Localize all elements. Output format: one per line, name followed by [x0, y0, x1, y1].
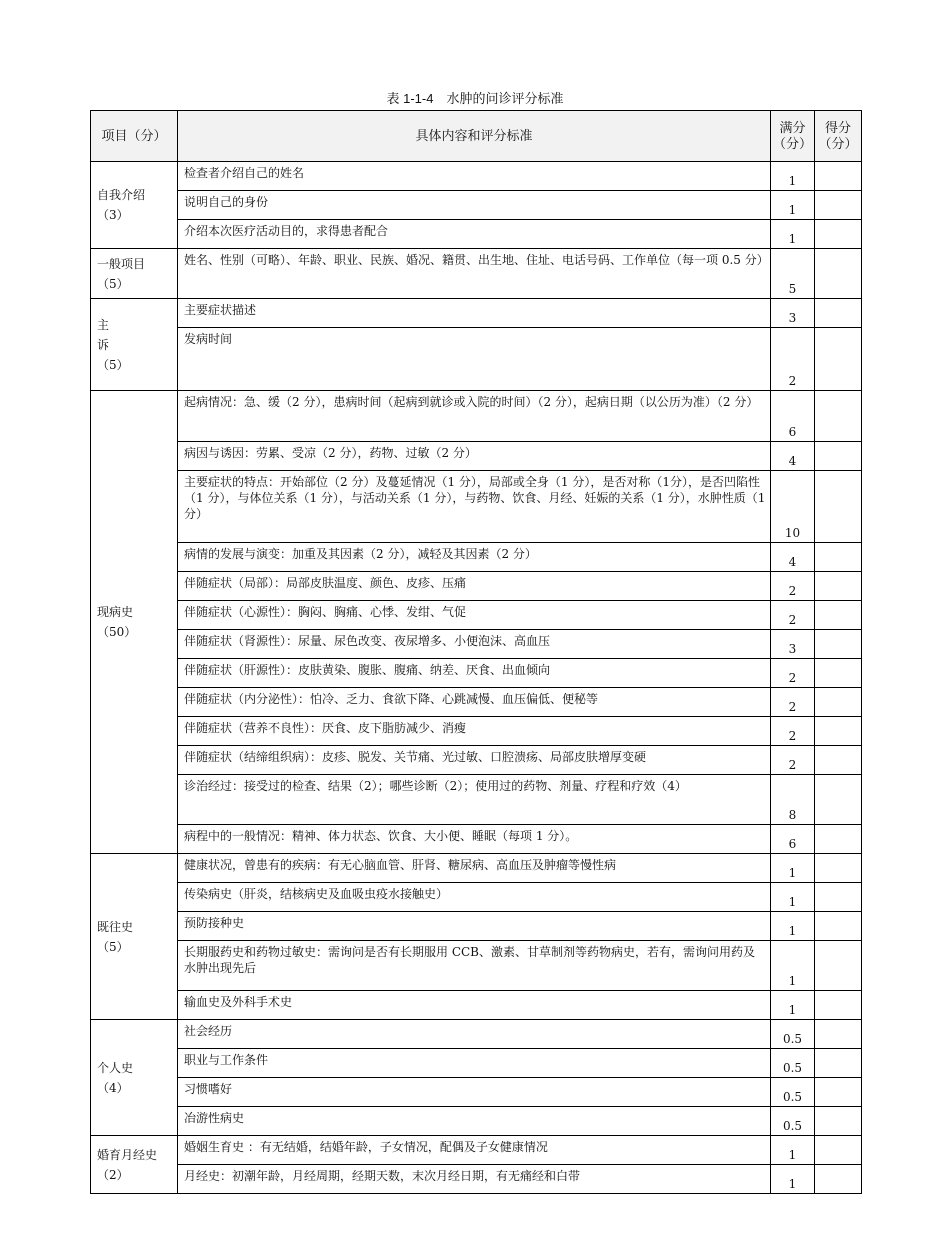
table-row	[91, 883, 862, 912]
table-row	[91, 191, 862, 220]
full-score-cell: 1	[771, 162, 815, 191]
criteria-cell: 诊治经过：接受过的检查、结果（2）；哪些诊断（2）；使用过的药物、剂量、疗程和疗效（4）	[178, 775, 771, 825]
table-row	[91, 543, 862, 572]
criteria-cell: 职业与工作条件	[178, 1049, 771, 1078]
full-score-cell: 2	[771, 746, 815, 775]
table-row	[91, 162, 862, 191]
obtained-score-cell[interactable]	[815, 1020, 862, 1049]
full-score-cell: 6	[771, 825, 815, 854]
table-row	[91, 471, 862, 543]
obtained-score-cell[interactable]	[815, 825, 862, 854]
obtained-score-cell[interactable]	[815, 688, 862, 717]
obtained-score-cell[interactable]	[815, 991, 862, 1020]
full-score-cell: 5	[771, 249, 815, 299]
full-score-cell: 3	[771, 630, 815, 659]
full-score-cell: 10	[771, 471, 815, 543]
header-item: 项目（分）	[91, 111, 178, 162]
full-score-cell: 1	[771, 1165, 815, 1194]
table-row	[91, 1107, 862, 1136]
full-score-cell: 1	[771, 854, 815, 883]
obtained-score-cell[interactable]	[815, 854, 862, 883]
obtained-score-cell[interactable]	[815, 328, 862, 391]
full-score-cell: 2	[771, 659, 815, 688]
obtained-score-cell[interactable]	[815, 746, 862, 775]
obtained-score-cell[interactable]	[815, 191, 862, 220]
full-score-cell: 0.5	[771, 1107, 815, 1136]
criteria-cell: 月经史：初潮年龄，月经周期，经期天数，末次月经日期，有无痛经和白带	[178, 1165, 771, 1194]
criteria-cell: 主要症状描述	[178, 299, 771, 328]
full-score-cell: 1	[771, 941, 815, 991]
table-row	[91, 825, 862, 854]
criteria-cell: 习惯嗜好	[178, 1078, 771, 1107]
category-cell	[91, 162, 178, 249]
header-full-score: 满分（分）	[771, 111, 815, 162]
criteria-cell: 伴随症状（肝源性）：皮肤黄染、腹胀、腹痛、纳差、厌食、出血倾向	[178, 659, 771, 688]
header-content: 具体内容和评分标准	[178, 111, 771, 162]
criteria-cell: 介绍本次医疗活动目的，求得患者配合	[178, 220, 771, 249]
criteria-cell: 伴随症状（肾源性）：尿量、尿色改变、夜尿增多、小便泡沫、高血压	[178, 630, 771, 659]
full-score-cell: 0.5	[771, 1078, 815, 1107]
table-row	[91, 328, 862, 391]
obtained-score-cell[interactable]	[815, 442, 862, 471]
criteria-cell: 检查者介绍自己的姓名	[178, 162, 771, 191]
table-row	[91, 299, 862, 328]
table-body	[91, 162, 862, 1194]
criteria-cell: 说明自己的身份	[178, 191, 771, 220]
table-caption: 表 1-1-4 水肿的问诊评分标准	[386, 91, 564, 106]
obtained-score-cell[interactable]	[815, 1078, 862, 1107]
category-label: 现病史（50）	[97, 605, 137, 639]
obtained-score-cell[interactable]	[815, 471, 862, 543]
full-score-cell: 1	[771, 912, 815, 941]
full-score-cell: 4	[771, 543, 815, 572]
full-score-cell: 1	[771, 191, 815, 220]
obtained-score-cell[interactable]	[815, 1136, 862, 1165]
category-cell	[91, 1136, 178, 1194]
table-row	[91, 391, 862, 442]
full-score-cell: 2	[771, 688, 815, 717]
category-cell	[91, 249, 178, 299]
obtained-score-cell[interactable]	[815, 391, 862, 442]
table-row	[91, 688, 862, 717]
full-score-cell: 4	[771, 442, 815, 471]
table-row	[91, 442, 862, 471]
criteria-cell: 主要症状的特点：开始部位（2 分）及蔓延情况（1 分），局部或全身（1 分），是否对称（1分），是否凹陷性（1 分），与体位关系（1 分），与活动关系（1 分），与药物、饮食、月经、妊娠的关系（1 分），水肿性质（1 分）	[178, 471, 771, 543]
full-score-cell: 3	[771, 299, 815, 328]
obtained-score-cell[interactable]	[815, 162, 862, 191]
table-row	[91, 1078, 862, 1107]
table-row	[91, 220, 862, 249]
category-cell	[91, 1020, 178, 1136]
criteria-cell: 病情的发展与演变：加重及其因素（2 分），减轻及其因素（2 分）	[178, 543, 771, 572]
criteria-cell: 病因与诱因：劳累、受凉（2 分），药物、过敏（2 分）	[178, 442, 771, 471]
criteria-cell: 预防接种史	[178, 912, 771, 941]
criteria-cell: 健康状况，曾患有的疾病：有无心脑血管、肝肾、糖尿病、高血压及肿瘤等慢性病	[178, 854, 771, 883]
criteria-cell: 伴随症状（心源性）：胸闷、胸痛、心悸、发绀、气促	[178, 601, 771, 630]
table-row	[91, 1165, 862, 1194]
table-row	[91, 601, 862, 630]
category-label: 自我介绍（3）	[97, 188, 146, 222]
full-score-cell: 8	[771, 775, 815, 825]
table-row	[91, 746, 862, 775]
obtained-score-cell[interactable]	[815, 630, 862, 659]
full-score-cell: 2	[771, 572, 815, 601]
table-row	[91, 854, 862, 883]
criteria-cell: 姓名、性别（可略）、年龄、职业、民族、婚况、籍贯、出生地、住址、电话号码、工作单位（每一项 0.5 分）	[178, 249, 771, 299]
obtained-score-cell[interactable]	[815, 572, 862, 601]
obtained-score-cell[interactable]	[815, 1107, 862, 1136]
full-score-cell: 0.5	[771, 1020, 815, 1049]
category-cell	[91, 391, 178, 854]
obtained-score-cell[interactable]	[815, 1165, 862, 1194]
table-row	[91, 775, 862, 825]
full-score-cell: 2	[771, 328, 815, 391]
table-row	[91, 1049, 862, 1078]
criteria-cell: 伴随症状（内分泌性）：怕冷、乏力、食欲下降、心跳减慢、血压偏低、便秘等	[178, 688, 771, 717]
obtained-score-cell[interactable]	[815, 601, 862, 630]
criteria-cell: 社会经历	[178, 1020, 771, 1049]
table-row	[91, 1136, 862, 1165]
table-row	[91, 572, 862, 601]
full-score-cell: 1	[771, 883, 815, 912]
table-row	[91, 941, 862, 991]
criteria-cell: 起病情况：急、缓（2 分），患病时间（起病到就诊或入院的时间）（2 分），起病日期（以公历为准）（2 分）	[178, 391, 771, 442]
criteria-cell: 伴随症状（营养不良性）：厌食、皮下脂肪减少、消瘦	[178, 717, 771, 746]
category-label: 一般项目（5）	[97, 256, 146, 291]
table-row	[91, 630, 862, 659]
category-label: 既往史（5）	[97, 919, 134, 954]
table-row	[91, 249, 862, 299]
criteria-cell: 伴随症状（结缔组织病）：皮疹、脱发、关节痛、光过敏、口腔溃疡、局部皮肤增厚变硬	[178, 746, 771, 775]
table-row	[91, 659, 862, 688]
category-label: 婚育月经史（2）	[97, 1147, 158, 1182]
obtained-score-cell[interactable]	[815, 775, 862, 825]
category-label: 主诉（5）	[97, 317, 129, 372]
obtained-score-cell[interactable]	[815, 717, 862, 746]
full-score-cell: 2	[771, 717, 815, 746]
obtained-score-cell[interactable]	[815, 299, 862, 328]
full-score-cell: 0.5	[771, 1049, 815, 1078]
criteria-cell: 输血史及外科手术史	[178, 991, 771, 1020]
table-row	[91, 1020, 862, 1049]
table-row	[91, 717, 862, 746]
criteria-cell: 长期服药史和药物过敏史：需询问是否有长期服用 CCB、激素、甘草制剂等药物病史，若有，需询问用药及水肿出现先后	[178, 941, 771, 991]
criteria-cell: 发病时间	[178, 328, 771, 391]
category-cell	[91, 854, 178, 1020]
obtained-score-cell[interactable]	[815, 249, 862, 299]
full-score-cell: 1	[771, 1136, 815, 1165]
header-obtained-score: 得分（分）	[815, 111, 862, 162]
criteria-cell: 婚姻生育史 ：有无结婚，结婚年龄，子女情况，配偶及子女健康情况	[178, 1136, 771, 1165]
category-label: 个人史（4）	[97, 1060, 134, 1095]
obtained-score-cell[interactable]	[815, 543, 862, 572]
obtained-score-cell[interactable]	[815, 941, 862, 991]
criteria-cell: 病程中的一般情况：精神、体力状态、饮食、大小便、睡眠（每项 1 分）。	[178, 825, 771, 854]
obtained-score-cell[interactable]	[815, 883, 862, 912]
full-score-cell: 1	[771, 991, 815, 1020]
obtained-score-cell[interactable]	[815, 659, 862, 688]
table-row	[91, 991, 862, 1020]
criteria-cell: 伴随症状（局部）：局部皮肤温度、颜色、皮疹、压痛	[178, 572, 771, 601]
full-score-cell: 1	[771, 220, 815, 249]
criteria-cell: 传染病史（肝炎，结核病史及血吸虫疫水接触史）	[178, 883, 771, 912]
full-score-cell: 2	[771, 601, 815, 630]
category-cell	[91, 299, 178, 391]
obtained-score-cell[interactable]	[815, 1049, 862, 1078]
criteria-cell: 冶游性病史	[178, 1107, 771, 1136]
scoring-table	[90, 110, 862, 1194]
obtained-score-cell[interactable]	[815, 220, 862, 249]
table-header-row	[91, 111, 862, 162]
obtained-score-cell[interactable]	[815, 912, 862, 941]
table-row	[91, 912, 862, 941]
full-score-cell: 6	[771, 391, 815, 442]
